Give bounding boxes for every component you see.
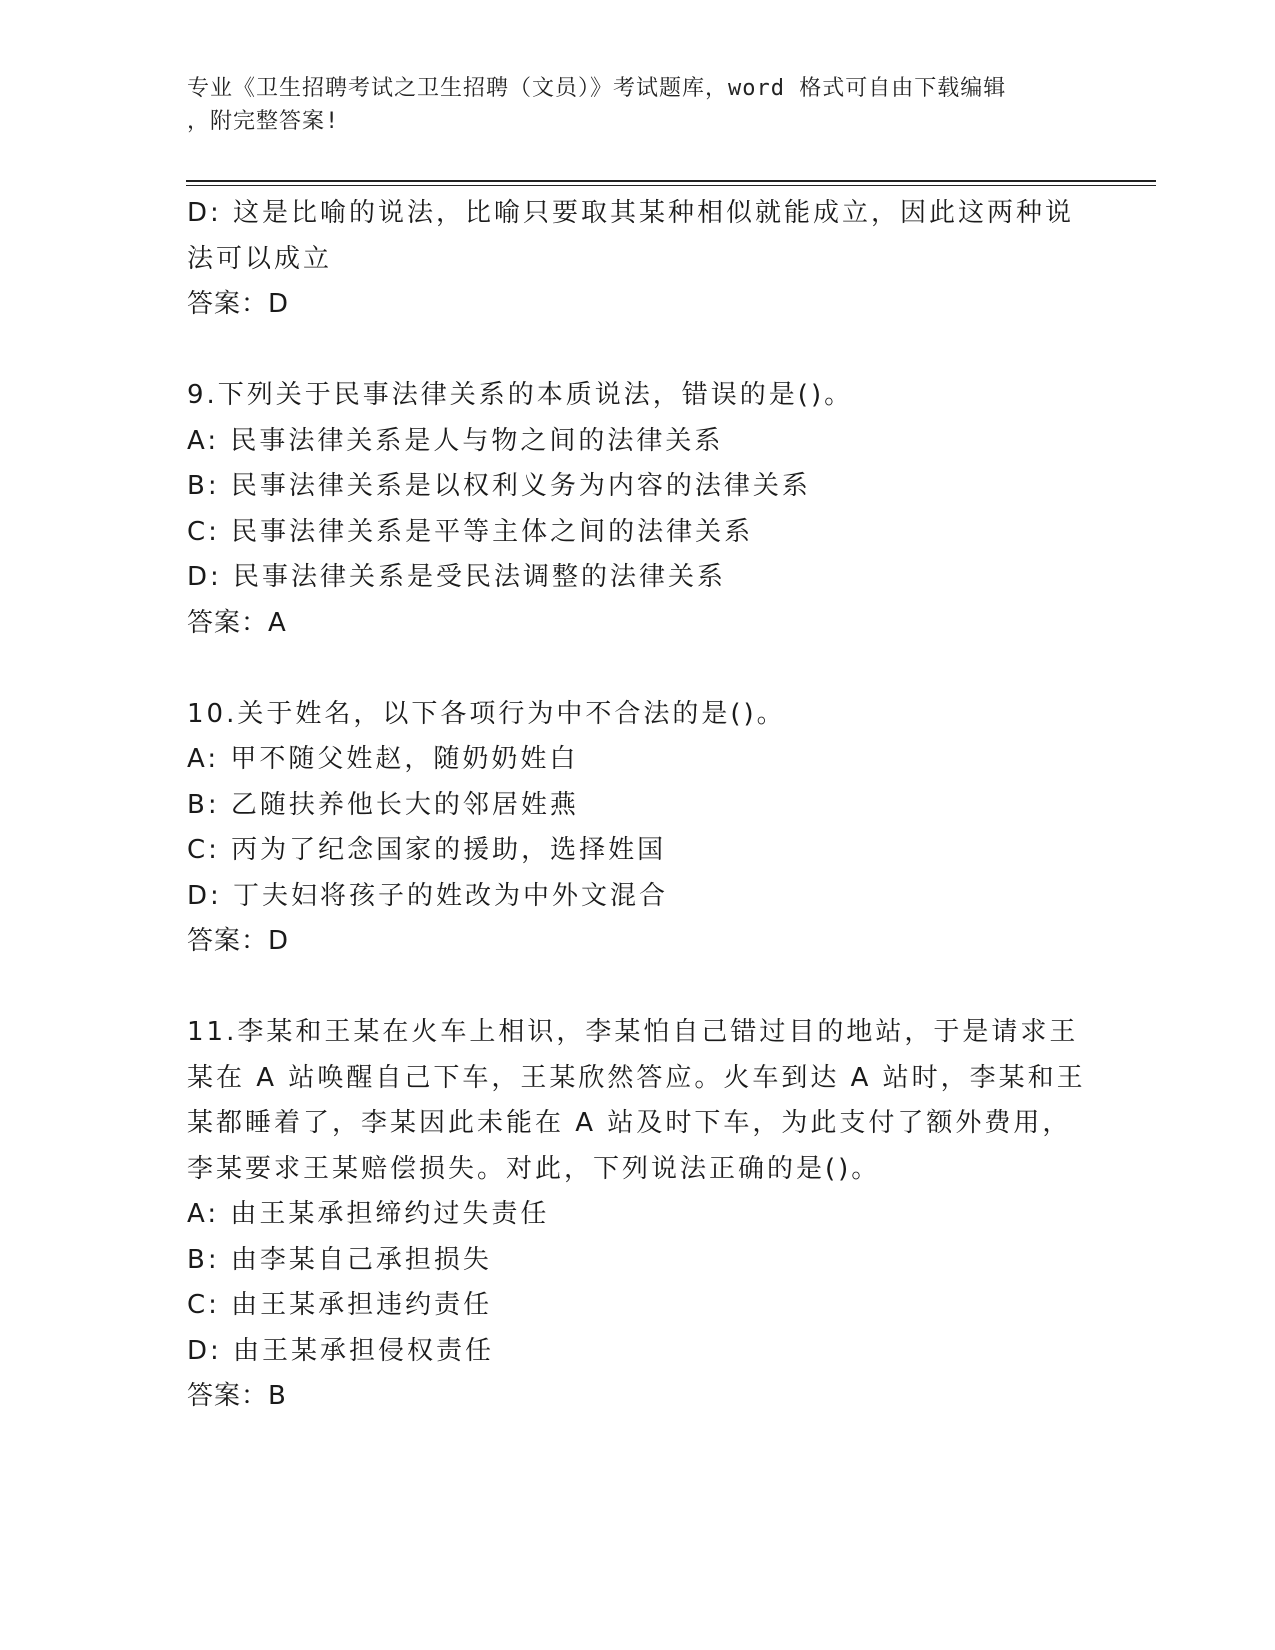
header-divider-thick (186, 180, 1156, 182)
header-divider-thin (186, 185, 1156, 186)
question-text-line-3: 某都睡着了，李某因此未能在 A 站及时下车，为此支付了额外费用， (187, 1108, 1072, 1138)
answer: 答案：B (187, 1381, 287, 1411)
option-a: A: 由王某承担缔约过失责任 (187, 1199, 550, 1229)
spacer (187, 328, 1087, 374)
option-b: B: 民事法律关系是以权利义务为内容的法律关系 (187, 471, 811, 501)
option-b: B: 由李某自己承担损失 (187, 1244, 492, 1275)
answer: 答案：A (187, 607, 287, 638)
prev-answer: 答案：D (187, 289, 290, 319)
document-header (187, 72, 1087, 138)
option-d: D: 丁夫妇将孩子的姓改为中外文混合 (187, 880, 669, 911)
option-a: A: 甲不随父姓赵，随奶奶姓白 (187, 744, 579, 774)
option-c: C: 由王某承担违约责任 (187, 1290, 493, 1320)
option-c: C: 丙为了纪念国家的援助，选择姓国 (187, 835, 667, 865)
option-b: B: 乙随扶养他长大的邻居姓燕 (187, 789, 579, 820)
question-10 (187, 692, 1087, 965)
question-text: 10.关于姓名，以下各项行为中不合法的是()。 (187, 698, 786, 729)
question-body (187, 191, 1087, 1420)
question-text: 9.下列关于民事法律关系的本质说法，错误的是()。 (187, 380, 854, 410)
option-d: D: 民事法律关系是受民法调整的法律关系 (187, 562, 727, 592)
option-d: D: 由王某承担侵权责任 (187, 1335, 495, 1366)
spacer (187, 646, 1087, 692)
prev-option-d-line-2: 法可以成立 (187, 243, 333, 274)
question-9 (187, 373, 1087, 646)
question-text-line-4: 李某要求王某赔偿损失。对此，下列说法正确的是()。 (187, 1153, 881, 1184)
question-text-line-1: 11.李某和王某在火车上相识，李某怕自己错过目的地站，于是请求王 (187, 1017, 1079, 1047)
question-text-line-2: 某在 A 站唤醒自己下车，王某欣然答应。火车到达 A 站时，李某和王 (187, 1062, 1086, 1093)
question-11 (187, 1010, 1087, 1420)
option-a: A: 民事法律关系是人与物之间的法律关系 (187, 425, 724, 456)
header-line-2: ，附完整答案! (187, 109, 340, 134)
prev-option-d-line-1: D: 这是比喻的说法，比喻只要取其某种相似就能成立，因此这两种说 (187, 198, 1075, 228)
spacer (187, 965, 1087, 1011)
option-c: C: 民事法律关系是平等主体之间的法律关系 (187, 516, 754, 547)
header-line-1: 专业《卫生招聘考试之卫生招聘（文员）》考试题库，word 格式可自由下载编辑 (187, 76, 1007, 101)
answer: 答案：D (187, 926, 290, 956)
